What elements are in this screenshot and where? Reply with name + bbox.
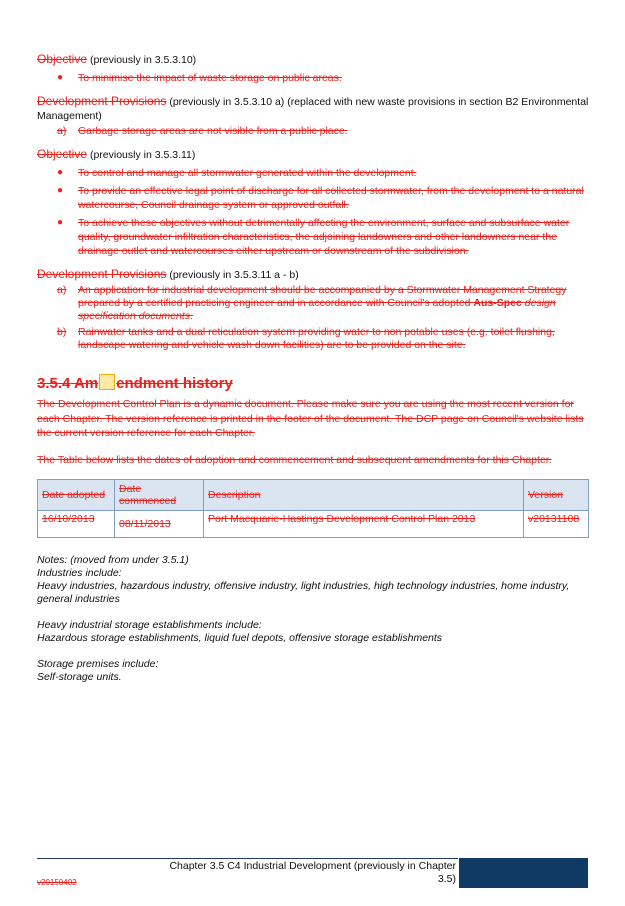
notes-line: Storage premises include: bbox=[37, 658, 159, 670]
objective-waste bbox=[37, 52, 589, 85]
provisions-heading: Development Provisions bbox=[37, 94, 167, 108]
list-item: ● To achieve these objectives without detrimentally affecting the environment, surface and subsurface water quality, groundwater infiltration characteristics, the adjoining landowners and other landowners near the drainage outlet and watercourses either upstream or downstream of the subdivision. bbox=[57, 217, 570, 257]
notes-line: Industries include: bbox=[37, 567, 122, 579]
notes-heading: Notes: (moved from under 3.5.1) bbox=[37, 554, 189, 566]
document-page bbox=[37, 52, 589, 684]
col-description: Description bbox=[204, 480, 524, 511]
provisions-waste bbox=[37, 94, 589, 138]
cell-version: v20131108 bbox=[524, 511, 589, 538]
aus-spec-term: Aus-Spec bbox=[473, 297, 522, 309]
list-item: b) Rainwater tanks and a dual reticulation system providing water to non potable uses (e.g. toilet flushing, landscape watering and vehicle wash down facilities) are to be provided on the site. bbox=[57, 326, 555, 351]
amendment-table bbox=[37, 479, 589, 538]
col-date-commenced: Date commenced bbox=[115, 480, 204, 511]
notes-block bbox=[37, 554, 589, 684]
notes-line: Heavy industries, hazardous industry, offensive industry, light industries, high technology industries, home industry, general industries bbox=[37, 580, 570, 605]
list-item: a) Garbage storage areas are not visible from a public place. bbox=[57, 125, 348, 137]
objective-heading: Objective bbox=[37, 147, 88, 161]
list-item: ● To control and manage all stormwater generated within the development. bbox=[57, 167, 417, 179]
footer-rule bbox=[37, 858, 458, 859]
provisions-note: (previously in 3.5.3.10 a) (replaced with new waste provisions in section B2 Environmental Management) bbox=[37, 96, 589, 122]
table-header-row bbox=[38, 480, 589, 511]
objective-note: (previously in 3.5.3.11) bbox=[87, 149, 196, 161]
list-item: ● To provide an effective legal point of discharge for all collected stormwater, from the development to a natural watercourse, Council drainage system or approved outfall. bbox=[57, 185, 584, 211]
notes-line: Hazardous storage establishments, liquid fuel depots, offensive storage establishments bbox=[37, 632, 443, 644]
provisions-note: (previously in 3.5.3.11 a - b) bbox=[166, 269, 299, 281]
footer-version: v20150402 bbox=[37, 878, 77, 887]
list-item: ● To minimise the impact of waste storage on public areas. bbox=[57, 72, 342, 84]
bullet-icon: ● bbox=[57, 72, 64, 83]
bullet-icon: ● bbox=[57, 167, 64, 178]
footer-title: Chapter 3.5 C4 Industrial Development (previously in Chapter 3.5) bbox=[169, 860, 456, 885]
cell-date-adopted: 16/10/2013 bbox=[38, 511, 115, 538]
footer-color-block bbox=[459, 858, 588, 888]
notes-line: Self-storage units. bbox=[37, 671, 122, 683]
bullet-icon: ● bbox=[57, 217, 64, 228]
col-version: Version bbox=[524, 480, 589, 511]
objective-note: (previously in 3.5.3.10) bbox=[87, 54, 197, 66]
cell-description: Port Macquarie-Hastings Development Control Plan 2013 bbox=[204, 511, 524, 538]
bullet-icon: ● bbox=[57, 185, 64, 196]
section-heading: 3.5.4 Am endment history bbox=[37, 375, 233, 392]
table-row bbox=[38, 511, 589, 538]
notes-line: Heavy industrial storage establishments include: bbox=[37, 619, 262, 631]
section-paragraph: The Development Control Plan is a dynamic document. Please make sure you are using the most recent version for each Chapter. The version reference is printed in the footer of the document. The DCP page on Council's website lists the current version reference for each Chapter. bbox=[37, 398, 584, 439]
section-paragraph: The Table below lists the dates of adoption and commencement and subsequent amendments for this Chapter. bbox=[37, 453, 552, 466]
objective-heading: Objective bbox=[37, 52, 88, 66]
list-item: a) An application for industrial development should be accompanied by a Stormwater Management Strategy prepared by a certified practicing engineer and in accordance with Council's adopted Aus-Spec design specification documents. bbox=[57, 284, 567, 322]
cell-date-commenced: 08/11/2013 bbox=[115, 511, 204, 538]
provisions-stormwater bbox=[37, 267, 589, 352]
text-cursor-icon bbox=[99, 374, 115, 390]
objective-stormwater bbox=[37, 147, 589, 258]
col-date-adopted: Date adopted bbox=[38, 480, 115, 511]
provisions-heading: Development Provisions bbox=[37, 267, 167, 281]
